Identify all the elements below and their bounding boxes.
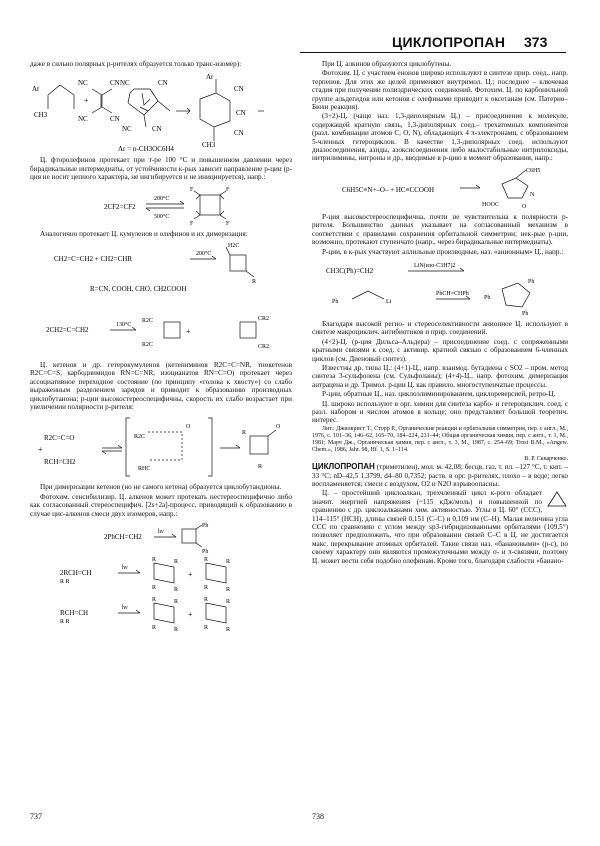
- svg-text:CH3C(Ph)=CH2: CH3C(Ph)=CH2: [326, 266, 374, 275]
- svg-text:R R: R R: [60, 579, 70, 586]
- svg-text:C6H5: C6H5: [526, 167, 541, 174]
- svg-text:500°C: 500°C: [154, 213, 170, 220]
- scheme-allene-olefin: [30, 241, 292, 303]
- svg-text:hν: hν: [122, 565, 128, 572]
- svg-text:CN: CN: [110, 115, 120, 124]
- svg-text:+: +: [188, 570, 193, 580]
- svg-text:hν: hν: [158, 529, 164, 536]
- running-head-title: ЦИКЛОПРОПАН: [392, 34, 506, 50]
- svg-text:O: O: [276, 424, 281, 431]
- svg-text:Ph: Ph: [202, 523, 209, 530]
- scheme-nitrile-oxide: [312, 166, 568, 210]
- right-p3: (3+2)-Ц. (чаще наз. 1,3-диполярным Ц.) – присоединение к молекуле, содержащей кратную связь, 1,3-диполярных соед.– трехатомных компонентов (разл. комбинации атомов С, О, N), обладающих 4 π-электронами, с образованием 5-членных гетероциклов. В качестве 1,3-диполярных соед. используют диазосоединения, азиды, азоксисоединения либо малостабильные нитрилоксиды, нитрилимины, нитроны и др., вводимые в р-цию в момент образования, напр.:: [312, 112, 568, 163]
- svg-text:R=CN, COOH, CHO, CH2COOH: R=CN, COOH, CHO, CH2COOH: [90, 285, 187, 294]
- svg-text:+: +: [186, 327, 191, 337]
- scheme-tcne-cycloaddition: [30, 71, 292, 153]
- svg-text:2CF2=CF2: 2CF2=CF2: [104, 202, 136, 211]
- svg-text:R: R: [258, 464, 263, 471]
- svg-text:C6H5C≡N+–O– + HC≡CCOOH: C6H5C≡N+–O– + HC≡CCOOH: [342, 185, 435, 194]
- svg-text:R: R: [242, 430, 247, 437]
- svg-text:+: +: [188, 610, 193, 620]
- right-p1: При Ц. алкинов образуются циклобутены.: [322, 60, 452, 68]
- header-rule: [300, 52, 566, 53]
- svg-text:R: R: [152, 625, 157, 632]
- svg-text:Ph: Ph: [332, 298, 339, 305]
- svg-text:CR2: CR2: [258, 344, 270, 351]
- svg-text:Ar: Ar: [206, 73, 214, 82]
- scheme-allene-dimer: [30, 306, 292, 358]
- svg-text:RCH=CH2: RCH=CH2: [44, 458, 76, 467]
- svg-text:HOOC: HOOC: [482, 201, 500, 208]
- svg-text:R2C: R2C: [142, 342, 154, 349]
- svg-text:130°C: 130°C: [116, 322, 132, 329]
- right-literature: Лит.: Джилкрист Т., Сторр Р., Органические реакции и орбитальная симметрия, пер. с англ., М., 1976, с. 101–36, 146–62, 165–70, 184–224, 231–44; Общая органическая химия, пер. с англ., т. 1, М., 1981; Марч Дж., Органическая химия, пер. с англ., т. 3, М., 1987, с. 254–69; Trost B.M., «Angew. Chem.», 1986, Jahr. 98, Hf. 1, S. 1–114.: [312, 425, 568, 453]
- right-p10: Ц. широко используют в орг. химии для синтеза карбо- и гетероциклич. соед. с разл. набором и числом атомов в кольце; оно представляет большой теоретич. интерес.: [312, 399, 568, 425]
- svg-text:RHC: RHC: [138, 466, 151, 473]
- running-head-page: 373: [524, 34, 548, 50]
- entry-text: (триметилен), мол. м. 42,08; бесцв. газ, т. пл. –127 °С, т. кип. –33 °С; nD–42,5 1,3799, d4–80 0,7352; раств. в орг. р-рителях, плохо – в воде; легко воспламеняется; смеси с воздухом, O2 и N2O взрывоопасны.: [312, 463, 569, 488]
- svg-text:LiN(изо-C3H7)2: LiN(изо-C3H7)2: [414, 262, 456, 269]
- svg-text:+: +: [84, 96, 89, 106]
- svg-text:R: R: [174, 559, 179, 566]
- svg-text:F: F: [190, 186, 194, 193]
- left-p5: При димеризации кетенов (но не самого кетена) образуется циклобутандионы.: [40, 483, 282, 492]
- footer-right-page: 738: [312, 812, 324, 821]
- left-column: [30, 60, 292, 648]
- right-p4: Р-ция высокостереоспецифична, почти не чувствительна к полярности р-рителя. Большинство данных указывает на согласованный механизм в соответствии с правилами сохранения орбитальной симметрии; нек-рые р-ции, возможно, протекают ступенчато (напр., через бирадикальные интермедиаты).: [312, 212, 568, 247]
- svg-text:2PhCH=CH2: 2PhCH=CH2: [104, 533, 142, 542]
- svg-text:N: N: [530, 191, 535, 198]
- svg-text:R2C: R2C: [134, 434, 146, 441]
- svg-text:+: +: [38, 445, 43, 455]
- scheme1-caption: Ar = п-CH3OC6H4: [118, 145, 174, 154]
- right-p9: Р-ции, обратные Ц., наз. циклоэлиминированием, циклореверсией, ретро-Ц.: [322, 390, 556, 399]
- scheme-fluoroolefin: [30, 185, 292, 227]
- scheme-photo-dimerization: [30, 521, 292, 645]
- svg-text:R2C: R2C: [142, 318, 154, 325]
- svg-text:O: O: [522, 203, 527, 210]
- svg-text:CR2: CR2: [258, 316, 270, 323]
- svg-text:R2C=C=O: R2C=C=O: [44, 434, 75, 443]
- left-p6: Фотохим. сенсибилизир. Ц. алкенов может протекать нестереоспецифично либо как согласованный стереоспецифич. [2s+2a]-процесс, приводящий к образованию в случае цис-алкенов смеси двух изомеров, напр.:: [30, 492, 292, 518]
- svg-text:CN: CN: [110, 79, 120, 88]
- svg-text:F: F: [190, 220, 194, 227]
- right-author: В. Р. Скварченко.: [524, 455, 568, 462]
- svg-text:F: F: [226, 220, 230, 227]
- svg-text:CN: CN: [236, 109, 246, 118]
- svg-text:R: R: [204, 597, 209, 604]
- right-p8: Известны др. типы Ц.: (4+1)-Ц., напр. взаимод. бутадиена с SO2 – пром. метод синтеза 3-сульфолена (см. Сульфоланы); (4+4)-Ц., напр. фотохим. димеризация антрацена и др. Тримол. р-ции Ц. как правило, многоступенчатые процессы.: [312, 363, 568, 389]
- svg-text:R R: R R: [60, 619, 70, 626]
- footer-left-page: 737: [30, 812, 42, 821]
- svg-text:F: F: [226, 186, 230, 193]
- svg-text:NC: NC: [120, 79, 130, 88]
- right-p6: Благодаря высокой регио- и стереоселективности анионное Ц. используют в синтезе макроциклич. антибиотиков и прир. соединений.: [312, 319, 568, 337]
- svg-text:CN: CN: [234, 129, 244, 138]
- svg-text:R: R: [174, 587, 179, 594]
- svg-text:R: R: [226, 587, 231, 594]
- svg-text:CN: CN: [158, 79, 168, 88]
- svg-text:CH2=C=CH2 + CH2=CHR: CH2=C=CH2 + CH2=CHR: [54, 255, 133, 264]
- right-p5: Р-ции, в к-рых участвуют аллильные производные, наз. «анионным» Ц., напр.:: [322, 247, 564, 256]
- left-p3: Аналогично протекает Ц. кумуленов и олефинов и их димеризация:: [40, 229, 248, 238]
- svg-text:R: R: [152, 557, 157, 564]
- svg-text:R: R: [152, 585, 157, 592]
- svg-text:CN: CN: [234, 85, 244, 94]
- svg-text:Li: Li: [386, 298, 392, 305]
- svg-text:CH3: CH3: [34, 111, 48, 120]
- left-p4: Ц. кетенов и др. гетерокумуленов (кетениминов R2C=C=NR, тиокетенов R2C=C=S, карбодиимидов RN=C=NR, изоцианатов RN=C=O) протекает через ассоциативное переходное состояние (по принципу «голова к хвосту») со слабо выраженным разделением зарядов и приводит к образованию производных циклобутанона; р-ции высокостереоспецифичны, скорость их слабо возрастает при увеличении полярности р-рителя:: [30, 361, 292, 412]
- right-p7: (4+2)-Ц. (р-ция Дильса–Альдера) – присоединение соед. с сопряженными кратными связями к соед. с активир. кратной связью с образованием 6-членных циклов (см. Диеновый синтез).: [312, 337, 568, 363]
- svg-text:Ph: Ph: [202, 549, 209, 556]
- svg-text:PhCH=CHPh: PhCH=CHPh: [436, 290, 469, 297]
- scheme-anionic: [312, 259, 568, 317]
- svg-text:R: R: [226, 559, 231, 566]
- svg-text:NC: NC: [78, 79, 88, 88]
- svg-text:2CH2=C=CH2: 2CH2=C=CH2: [46, 326, 89, 335]
- svg-text:R: R: [174, 599, 179, 606]
- svg-text:Ph: Ph: [522, 310, 529, 317]
- scheme-ketene-cycloaddition: [30, 414, 292, 480]
- svg-text:R: R: [204, 557, 209, 564]
- svg-text:Ph: Ph: [528, 278, 535, 285]
- svg-text:R: R: [152, 597, 157, 604]
- right-p2: Фотохим. Ц. с участием енонов широко используют в синтезе прир. соед., напр. терпенов. Для этих же целей применяют внутримол. Ц.; последнее – ключевая стадия при получении полиэдрических соединений. Фотохим. Ц. по карбонильной группе альдегидов или кетонов с олефинами приводит к оксетанам (см. Патерно–Бюхи реакция).: [312, 69, 568, 112]
- right-p11: Ц. – простейший циклоалкан, трехчленный цикл к-рого обладает значит. энергией напряжения (~115 кДж/моль) и повышенной по сравнению с др. циклоалканами хим. активностью. Углы в Ц. 60° (CCC), 114–115° (HCH), длины связей 0,151 (C–C) и 0,109 нм (C–H). Малая величина угла CCC по сравнению с углом между sp3-гибридизованными орбиталями (109,5°) позволяет предположить, что при образовании связей C–C в Ц. не достигается макс. перекрывание атомных орбиталей. Такие связи наз. «банановыми» (р-с), по своему характеру они являются промежуточными между σ- и π-связями, поэтому Ц. может вести себя подобно олефинам. Кроме того, благодаря слабости «банано-: [312, 489, 568, 565]
- svg-text:CN: CN: [152, 125, 162, 134]
- svg-text:200°C: 200°C: [196, 251, 212, 258]
- svg-text:R: R: [226, 627, 231, 634]
- svg-text:H2C: H2C: [228, 243, 240, 250]
- svg-text:R: R: [204, 585, 209, 592]
- svg-text:R: R: [252, 279, 257, 286]
- svg-text:CH3: CH3: [202, 141, 216, 150]
- svg-text:Ar: Ar: [32, 85, 40, 94]
- svg-text:R: R: [204, 625, 209, 632]
- svg-text:R: R: [226, 599, 231, 606]
- svg-text:2RCH=CH: 2RCH=CH: [60, 569, 92, 578]
- svg-text:O: O: [186, 424, 191, 431]
- entry-headword: ЦИКЛОПРОПАН: [312, 462, 375, 472]
- svg-text:NC: NC: [78, 115, 88, 124]
- right-column: [312, 60, 568, 566]
- left-p2: Ц. фторолефинов протекает при т-ре 100 °С и повышенном давлении через бирадикальные интермедиаты, от устойчивости к-рых зависит направление р-ции (р-ция не носит цепного характера, не ингибируется и не инициируется), напр.:: [30, 156, 292, 182]
- left-p1: даже в сильно полярных р-рителях образуется только транс-изомер):: [30, 60, 242, 68]
- svg-text:RCH=CH: RCH=CH: [60, 609, 89, 618]
- svg-text:R: R: [174, 627, 179, 634]
- svg-text:Ph: Ph: [484, 294, 491, 301]
- svg-text:hν: hν: [122, 605, 128, 612]
- svg-text:200°C: 200°C: [154, 195, 170, 202]
- cyclopropane-triangle-icon: [546, 490, 568, 508]
- svg-text:NC: NC: [122, 125, 132, 134]
